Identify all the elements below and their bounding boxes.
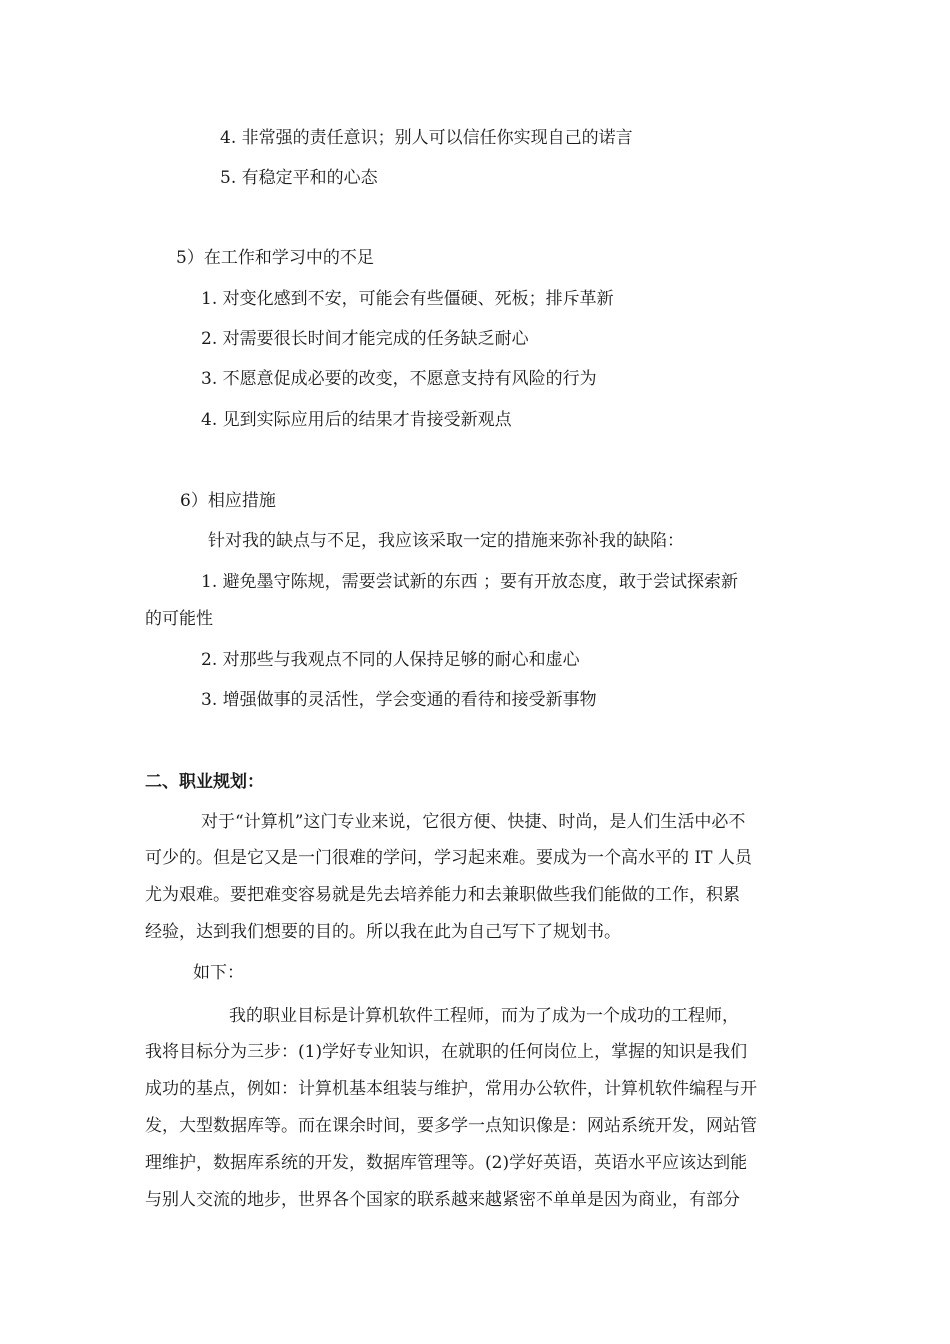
weakness-item-4: 4. 见到实际应用后的结果才肯接受新观点 xyxy=(201,410,512,430)
career-para2-line5: 理维护，数据库系统的开发，数据库管理等。(2)学好英语，英语水平应该达到能 xyxy=(145,1153,748,1173)
career-para2-line6: 与别人交流的地步，世界各个国家的联系越来越紧密不单单是因为商业，有部分 xyxy=(145,1190,740,1210)
career-para2-line4: 发，大型数据库等。而在课余时间，要多学一点知识像是：网站系统开发，网站管 xyxy=(145,1116,757,1136)
career-para2-line1: 我的职业目标是计算机软件工程师，而为了成为一个成功的工程师， xyxy=(229,1006,739,1026)
weakness-item-1: 1. 对变化感到不安，可能会有些僵硬、死板；排斥革新 xyxy=(201,289,614,309)
weakness-item-2: 2. 对需要很长时间才能完成的任务缺乏耐心 xyxy=(201,329,529,349)
measure-item-3: 3. 增强做事的灵活性，学会变通的看待和接受新事物 xyxy=(201,690,597,710)
measure-item-2: 2. 对那些与我观点不同的人保持足够的耐心和虚心 xyxy=(201,650,580,670)
career-para1-line4: 经验，达到我们想要的目的。所以我在此为自己写下了规划书。 xyxy=(145,922,621,942)
career-para1-line1: 对于“计算机”这门专业来说，它很方便、快捷、时尚，是人们生活中必不 xyxy=(201,812,746,832)
strength-item-4: 4. 非常强的责任意识；别人可以信任你实现自己的诺言 xyxy=(220,128,633,148)
career-para1-line2: 可少的。但是它又是一门很难的学问，学习起来难。要成为一个高水平的 IT 人员 xyxy=(145,848,752,868)
measure-item-1: 1. 避免墨守陈规，需要尝试新的东西 ；要有开放态度，敢于尝试探索新 xyxy=(201,572,739,592)
measure-item-1-cont: 的可能性 xyxy=(145,609,213,629)
career-para1-line3: 尤为艰难。要把难变容易就是先去培养能力和去兼职做些我们能做的工作，积累 xyxy=(145,885,740,905)
career-para2-line2: 我将目标分为三步：(1)学好专业知识，在就职的任何岗位上，掌握的知识是我们 xyxy=(145,1042,748,1062)
weakness-heading: 5）在工作和学习中的不足 xyxy=(176,248,374,268)
strength-item-5: 5. 有稳定平和的心态 xyxy=(220,168,378,188)
as-follows: 如下： xyxy=(193,963,244,983)
career-heading: 二、职业规划： xyxy=(145,772,264,792)
measures-heading: 6）相应措施 xyxy=(180,491,276,511)
measures-intro: 针对我的缺点与不足，我应该采取一定的措施来弥补我的缺陷： xyxy=(208,531,684,551)
weakness-item-3: 3. 不愿意促成必要的改变，不愿意支持有风险的行为 xyxy=(201,369,597,389)
career-para2-line3: 成功的基点，例如：计算机基本组装与维护，常用办公软件，计算机软件编程与开 xyxy=(145,1079,757,1099)
